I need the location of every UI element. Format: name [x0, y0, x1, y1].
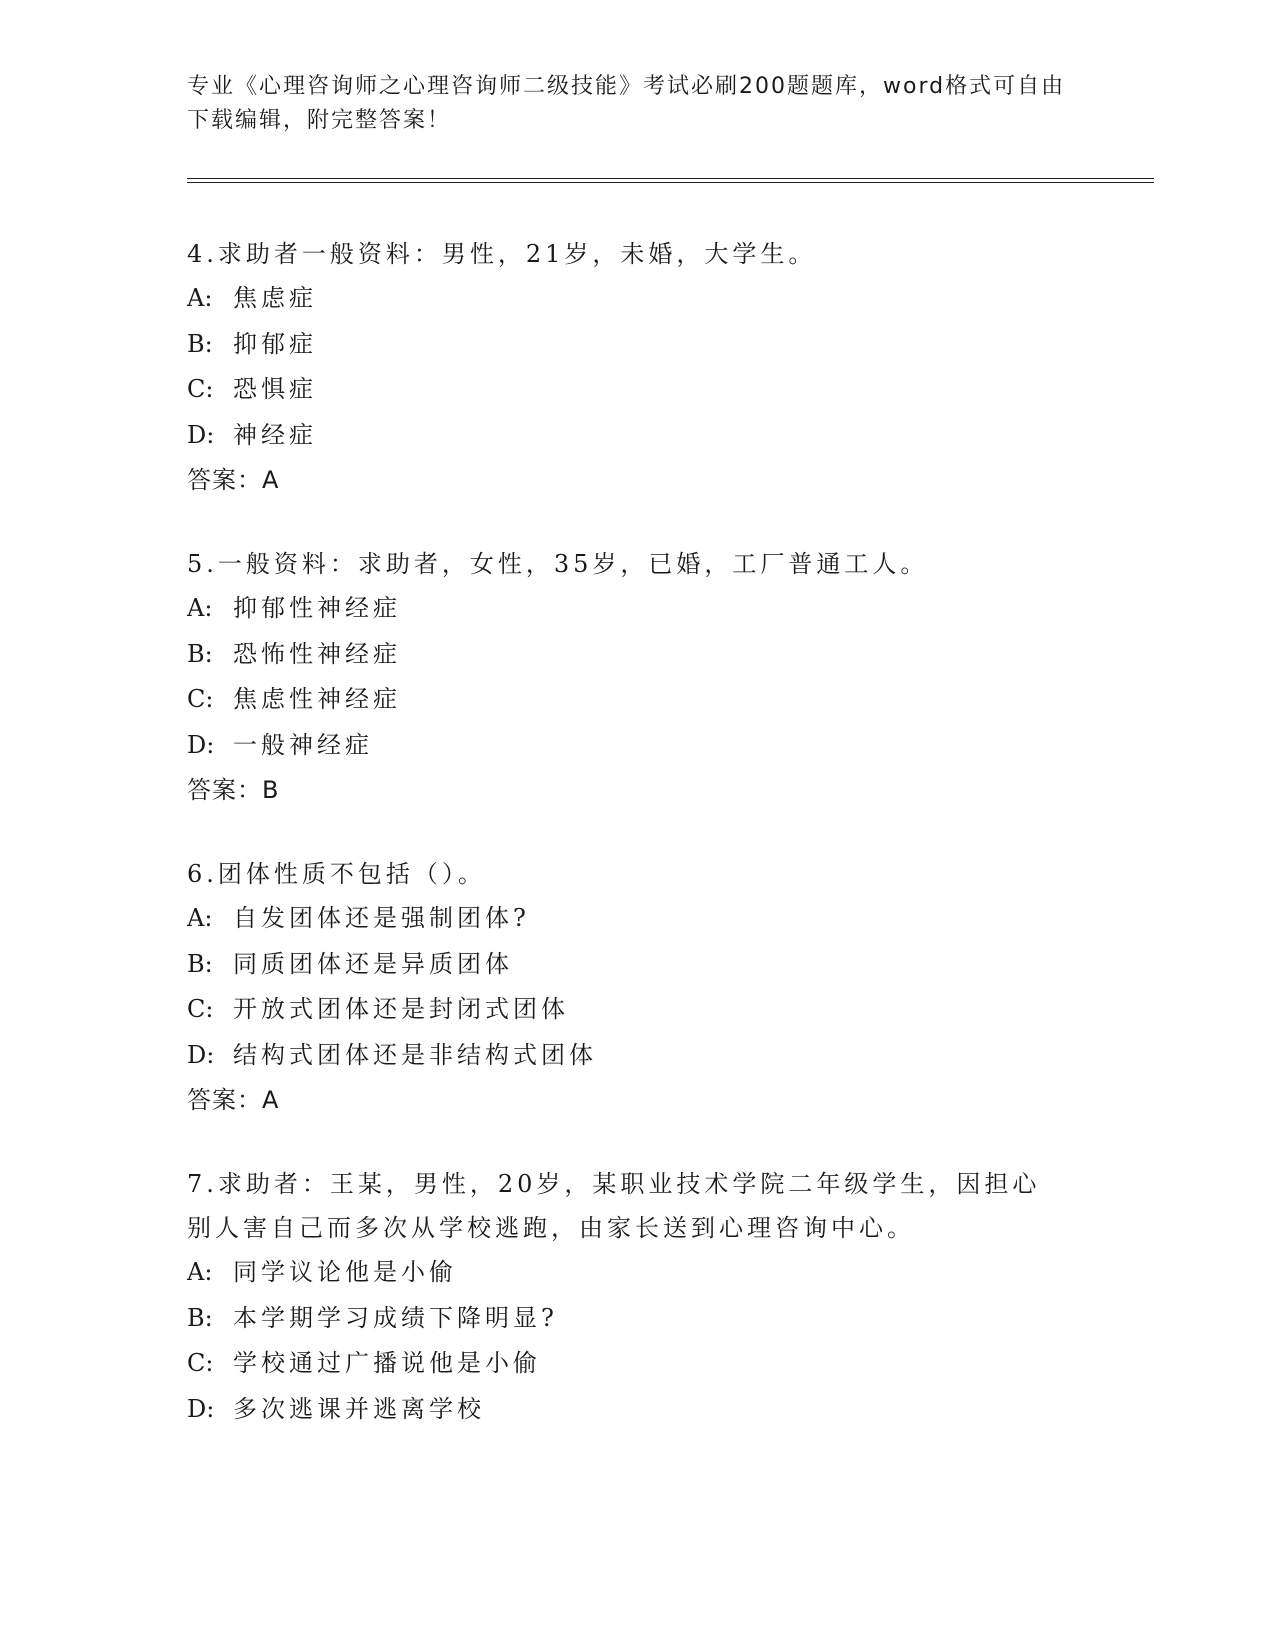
option-a — [187, 1250, 1087, 1296]
option-letter: D: — [187, 730, 215, 759]
option-text: 焦虑症 — [233, 284, 317, 312]
option-text: 抑郁症 — [233, 329, 317, 358]
option-text: 抑郁性神经症 — [233, 594, 401, 622]
option-a — [187, 896, 1087, 942]
option-letter: D: — [187, 1394, 215, 1423]
option-text: 同学议论他是小偷 — [233, 1258, 457, 1286]
option-letter: C: — [187, 375, 214, 403]
option-letter: B: — [187, 639, 213, 668]
option-c — [187, 987, 1087, 1033]
option-letter: C: — [187, 995, 214, 1023]
header-rule-top — [187, 178, 1154, 179]
option-letter: C: — [187, 685, 214, 713]
option-c — [187, 367, 1087, 413]
question-stem: 5.一般资料：求助者，女性，35岁，已婚，工厂普通工人。 — [187, 550, 929, 578]
option-b — [187, 942, 1087, 988]
answer-line: 答案：B — [187, 776, 280, 804]
option-c — [187, 1341, 1087, 1387]
option-d — [187, 723, 1087, 769]
option-text: 本学期学习成绩下降明显? — [233, 1303, 558, 1332]
option-letter: C: — [187, 1349, 214, 1377]
question-list — [187, 232, 1087, 1472]
option-text: 同质团体还是异质团体 — [233, 949, 513, 978]
answer-line: 答案：A — [187, 1086, 280, 1114]
question-6 — [187, 852, 1087, 1122]
option-text: 焦虑性神经症 — [233, 685, 401, 713]
option-text: 神经症 — [233, 420, 317, 449]
document-header: 专业《心理咨询师之心理咨询师二级技能》考试必刷200题题库，word格式可自由下载编辑，附完整答案！ — [187, 74, 1066, 133]
option-b — [187, 632, 1087, 678]
option-a — [187, 586, 1087, 632]
option-letter: A: — [187, 1258, 213, 1286]
option-letter: B: — [187, 1303, 213, 1332]
option-letter: A: — [187, 904, 213, 932]
option-text: 结构式团体还是非结构式团体 — [233, 1040, 597, 1069]
option-letter: D: — [187, 420, 215, 449]
question-stem: 6.团体性质不包括（）。 — [187, 860, 486, 888]
option-text: 恐怖性神经症 — [233, 639, 401, 668]
option-text: 开放式团体还是封闭式团体 — [233, 995, 569, 1023]
option-text: 自发团体还是强制团体? — [233, 904, 530, 932]
option-text: 一般神经症 — [233, 730, 373, 759]
option-text: 学校通过广播说他是小偷 — [233, 1349, 541, 1377]
question-5 — [187, 542, 1087, 812]
option-a — [187, 276, 1087, 322]
option-c — [187, 677, 1087, 723]
question-stem: 7.求助者：王某，男性，20岁，某职业技术学院二年级学生，因担心别人害自己而多次从学校逃跑，由家长送到心理咨询中心。 — [187, 1170, 1041, 1242]
option-d — [187, 1033, 1087, 1079]
option-letter: B: — [187, 949, 213, 978]
option-b — [187, 1296, 1087, 1342]
option-d — [187, 413, 1087, 459]
option-text: 多次逃课并逃离学校 — [233, 1394, 485, 1423]
option-letter: A: — [187, 284, 213, 312]
option-b — [187, 322, 1087, 368]
option-letter: A: — [187, 594, 213, 622]
answer-line: 答案：A — [187, 466, 280, 494]
header-rule-bottom — [187, 182, 1154, 183]
option-d — [187, 1387, 1087, 1433]
option-letter: D: — [187, 1040, 215, 1069]
question-7 — [187, 1162, 1087, 1432]
option-letter: B: — [187, 329, 213, 358]
question-4 — [187, 232, 1087, 502]
question-stem: 4.求助者一般资料：男性，21岁，未婚，大学生。 — [187, 240, 817, 268]
option-text: 恐惧症 — [233, 375, 317, 403]
